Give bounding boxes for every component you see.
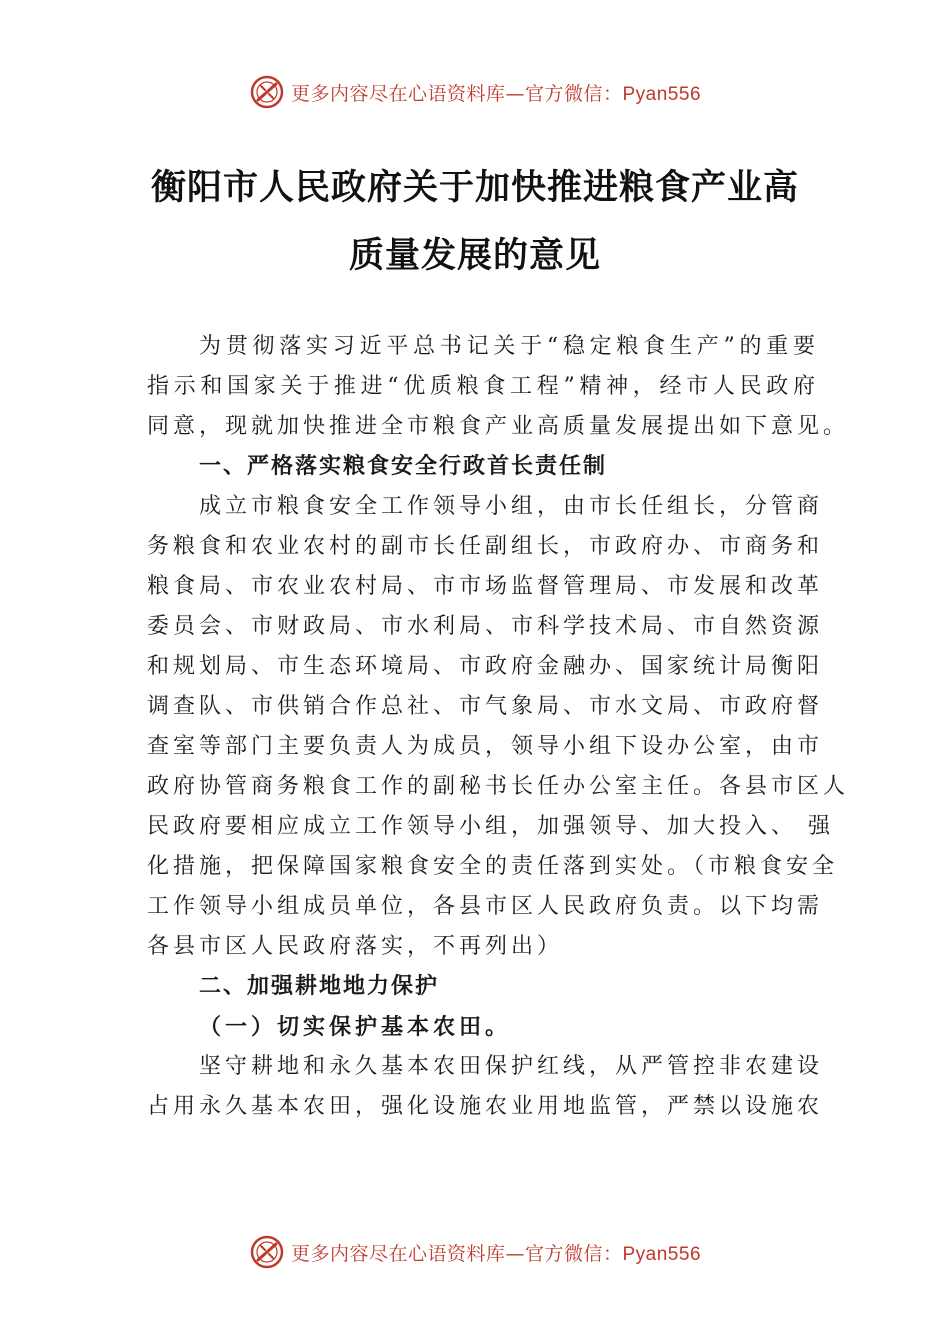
section-1-line: 务粮食和农业农村的副市长任副组长，市政府办、市商务和 xyxy=(147,534,824,559)
intro-paragraph xyxy=(147,327,850,447)
section-2-paragraph xyxy=(147,1047,824,1127)
section-2-line: 占用永久基本农田，强化设施农业用地监管，严禁以设施农 xyxy=(147,1094,824,1119)
section-1-paragraph xyxy=(147,487,850,967)
section-1-line: 各县市区人民政府落实，不再列出） xyxy=(147,934,564,959)
watermark-label: 更多内容尽在心语资料库—官方微信： xyxy=(290,82,623,105)
section-1-line: 调查队、市供销合作总社、市气象局、市水文局、市政府督 xyxy=(147,694,824,719)
intro-line: 指示和国家关于推进“优质粮食工程”精神，经市人民政府 xyxy=(147,374,819,399)
section-1-line: 粮食局、市农业农村局、市市场监督管理局、市发展和改革 xyxy=(147,574,824,599)
section-1-line: 委员会、市财政局、市水利局、市科学技术局、市自然资源 xyxy=(147,614,824,639)
watermark-text xyxy=(291,1239,701,1266)
stamp-logo-icon xyxy=(249,74,285,110)
watermark-text xyxy=(291,79,701,106)
section-1-line: 民政府要相应成立工作领导小组，加强领导、加大投入、 强 xyxy=(147,814,834,839)
watermark-footer xyxy=(0,1232,950,1272)
watermark-label: 更多内容尽在心语资料库—官方微信： xyxy=(290,1242,623,1265)
watermark-header xyxy=(0,72,950,112)
watermark-wechat-id: Pyan556 xyxy=(622,1243,702,1265)
section-2-subheading: （一）切实保护基本农田。 xyxy=(199,1014,512,1040)
section-1-heading: 一、严格落实粮食安全行政首长责任制 xyxy=(199,454,608,479)
document-title-line-2: 质量发展的意见 xyxy=(348,235,601,276)
document-title-line-1: 衡阳市人民政府关于加快推进粮食产业高 xyxy=(150,167,799,208)
section-2-heading: 二、加强耕地地力保护 xyxy=(199,974,440,999)
section-1-line: 化措施，把保障国家粮食安全的责任落到实处。（市粮食安全 xyxy=(147,854,839,879)
section-1-line: 成立市粮食安全工作领导小组，由市长任组长，分管商 xyxy=(199,494,824,519)
section-1-line: 和规划局、市生态环境局、市政府金融办、国家统计局衡阳 xyxy=(147,654,824,679)
intro-line: 为贯彻落实习近平总书记关于“稳定粮食生产”的重要 xyxy=(199,334,819,359)
section-1-line: 工作领导小组成员单位，各县市区人民政府负责。以下均需 xyxy=(147,894,824,919)
section-1-line: 政府协管商务粮食工作的副秘书长任办公室主任。各县市区人 xyxy=(147,774,850,799)
document-body xyxy=(147,327,850,1127)
section-2-line: 坚守耕地和永久基本农田保护红线，从严管控非农建设 xyxy=(199,1054,824,1079)
watermark-wechat-id: Pyan556 xyxy=(622,83,702,105)
intro-line: 同意，现就加快推进全市粮食产业高质量发展提出如下意见。 xyxy=(147,414,850,439)
stamp-logo-icon xyxy=(249,1234,285,1270)
section-1-line: 查室等部门主要负责人为成员，领导小组下设办公室，由市 xyxy=(147,734,824,759)
